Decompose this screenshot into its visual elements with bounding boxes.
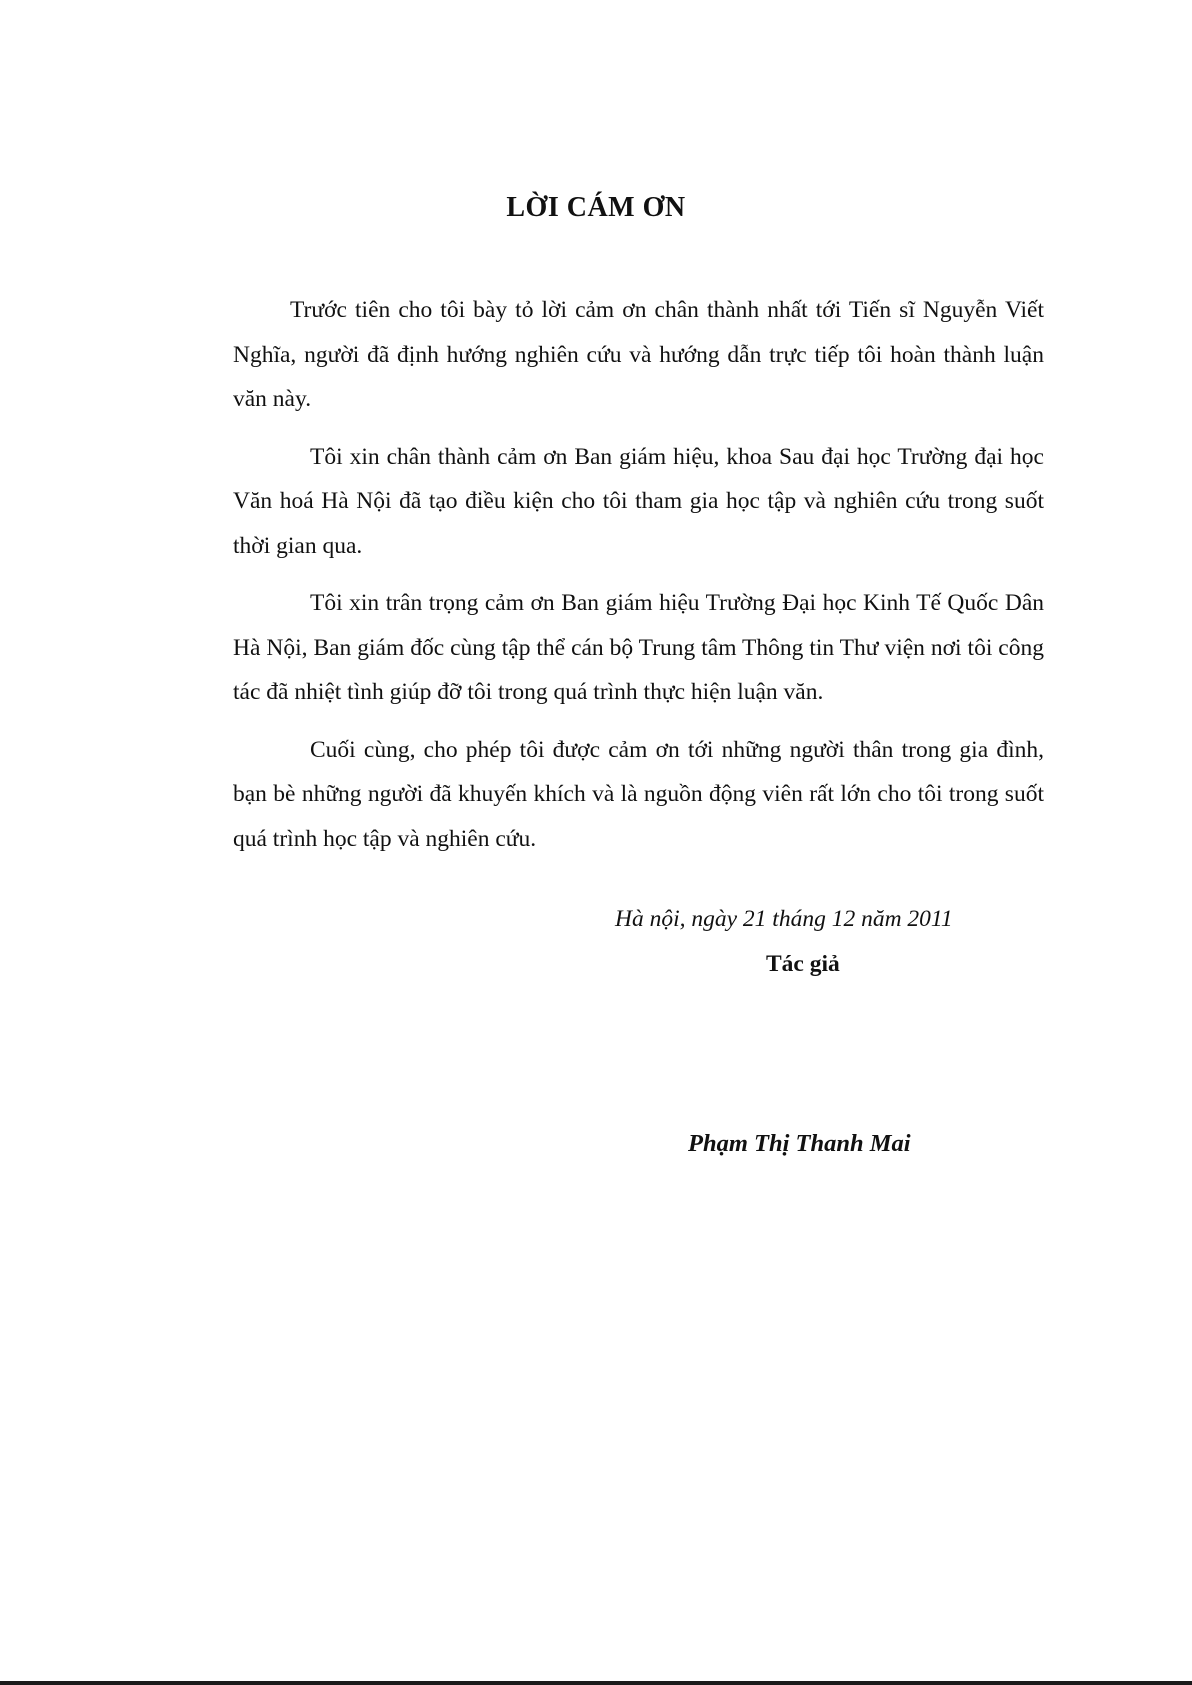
date-line: Hà nội, ngày 21 tháng 12 năm 2011 <box>615 906 953 932</box>
paragraph-4: Cuối cùng, cho phép tôi được cảm ơn tới những người thân trong gia đình, bạn bè những người đã khuyến khích và là nguồn động viên rất lớn cho tôi trong suốt quá trình học tập và nghiên cứu. <box>233 736 1044 852</box>
page-bottom-border <box>0 1681 1192 1685</box>
author-label: Tác giả <box>766 951 840 977</box>
paragraph-3: Tôi xin trân trọng cảm ơn Ban giám hiệu Trường Đại học Kinh Tế Quốc Dân Hà Nội, Ban giám đốc cùng tập thể cán bộ Trung tâm Thông tin Thư viện nơi tôi công tác đã nhiệt tình giúp đỡ tôi trong quá trình thực hiện luận văn. <box>233 590 1044 705</box>
author-name: Phạm Thị Thanh Mai <box>688 1130 911 1157</box>
paragraph-2: Tôi xin chân thành cảm ơn Ban giám hiệu, khoa Sau đại học Trường đại học Văn hoá Hà Nội đã tạo điều kiện cho tôi tham gia học tập và nghiên cứu trong suốt thời gian qua. <box>233 443 1044 559</box>
acknowledgement-body <box>233 288 1044 874</box>
paragraph-1: Trước tiên cho tôi bày tỏ lời cảm ơn chân thành nhất tới Tiến sĩ Nguyễn Viết Nghĩa, người đã định hướng nghiên cứu và hướng dẫn trực tiếp tôi hoàn thành luận văn này. <box>233 297 1044 412</box>
page-title: LỜI CÁM ƠN <box>506 192 686 223</box>
